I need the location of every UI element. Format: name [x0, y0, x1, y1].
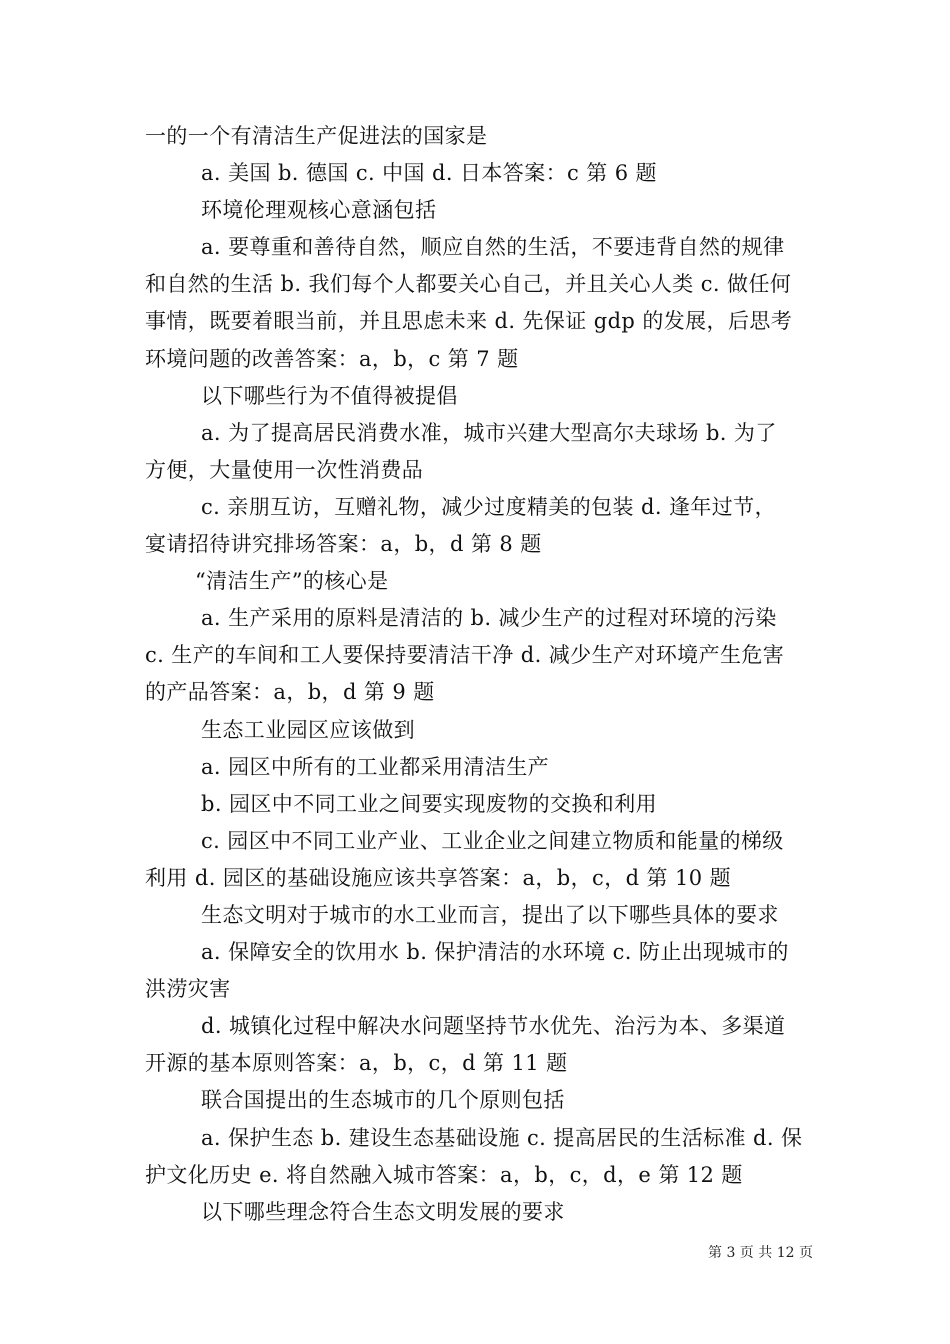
options-line: a. 园区中所有的工业都采用清洁生产 — [201, 754, 550, 779]
options-line: a. 保护生态 b. 建设生态基础设施 c. 提高居民的生活标准 d. 保 — [201, 1125, 803, 1150]
question-line: “清洁生产”的核心是 — [195, 569, 389, 594]
answer-line: a. 美国 b. 德国 c. 中国 d. 日本答案：c 第 6 题 — [201, 161, 657, 186]
text-line: 一的一个有清洁生产促进法的国家是 — [145, 124, 488, 148]
question-line: 生态文明对于城市的水工业而言，提出了以下哪些具体的要求 — [201, 902, 779, 927]
options-line: a. 保障安全的饮用水 b. 保护清洁的水环境 c. 防止出现城市的 — [201, 940, 789, 965]
text-line: 方便，大量使用一次性消费品 — [145, 457, 424, 482]
options-line: b. 园区中不同工业之间要实现废物的交换和利用 — [201, 791, 657, 816]
page-number: 第 3 页 共 12 页 — [708, 1245, 813, 1261]
answer-line: 环境问题的改善答案：a，b，c 第 7 题 — [145, 346, 519, 371]
text-line: 洪涝灾害 — [145, 977, 231, 1002]
answer-line: 开源的基本原则答案：a，b，c，d 第 11 题 — [145, 1051, 568, 1076]
answer-line: 利用 d. 园区的基础设施应该共享答案：a，b，c，d 第 10 题 — [145, 865, 731, 890]
answer-line: 宴请招待讲究排场答案：a，b，d 第 8 题 — [145, 532, 542, 557]
question-line: 生态工业园区应该做到 — [201, 717, 415, 742]
document-body — [145, 118, 815, 1231]
question-line: 联合国提出的生态城市的几个原则包括 — [201, 1088, 565, 1113]
options-line: a. 为了提高居民消费水准，城市兴建大型高尔夫球场 b. 为了 — [201, 420, 777, 445]
question-line: 环境伦理观核心意涵包括 — [201, 198, 437, 223]
options-line: a. 生产采用的原料是清洁的 b. 减少生产的过程对环境的污染 — [201, 606, 777, 631]
text-line: 和自然的生活 b. 我们每个人都要关心自己，并且关心人类 c. 做任何 — [145, 272, 792, 297]
options-line: c. 亲朋互访，互赠礼物，减少过度精美的包装 d. 逢年过节， — [201, 494, 776, 519]
question-line: 以下哪些理念符合生态文明发展的要求 — [201, 1199, 565, 1224]
text-line: 事情，既要着眼当前，并且思虑未来 d. 先保证 gdp 的发展，后思考 — [145, 309, 793, 334]
answer-line: 的产品答案：a，b，d 第 9 题 — [145, 680, 435, 705]
options-line: d. 城镇化过程中解决水问题坚持节水优先、治污为本、多渠道 — [201, 1014, 786, 1039]
options-line: a. 要尊重和善待自然，顺应自然的生活，不要违背自然的规律 — [201, 235, 785, 260]
text-line: c. 生产的车间和工人要保持要清洁干净 d. 减少生产对环境产生危害 — [145, 643, 785, 668]
question-line: 以下哪些行为不值得被提倡 — [201, 383, 458, 408]
answer-line: 护文化历史 e. 将自然融入城市答案：a，b，c，d，e 第 12 题 — [145, 1162, 743, 1187]
options-line: c. 园区中不同工业产业、工业企业之间建立物质和能量的梯级 — [201, 828, 784, 853]
